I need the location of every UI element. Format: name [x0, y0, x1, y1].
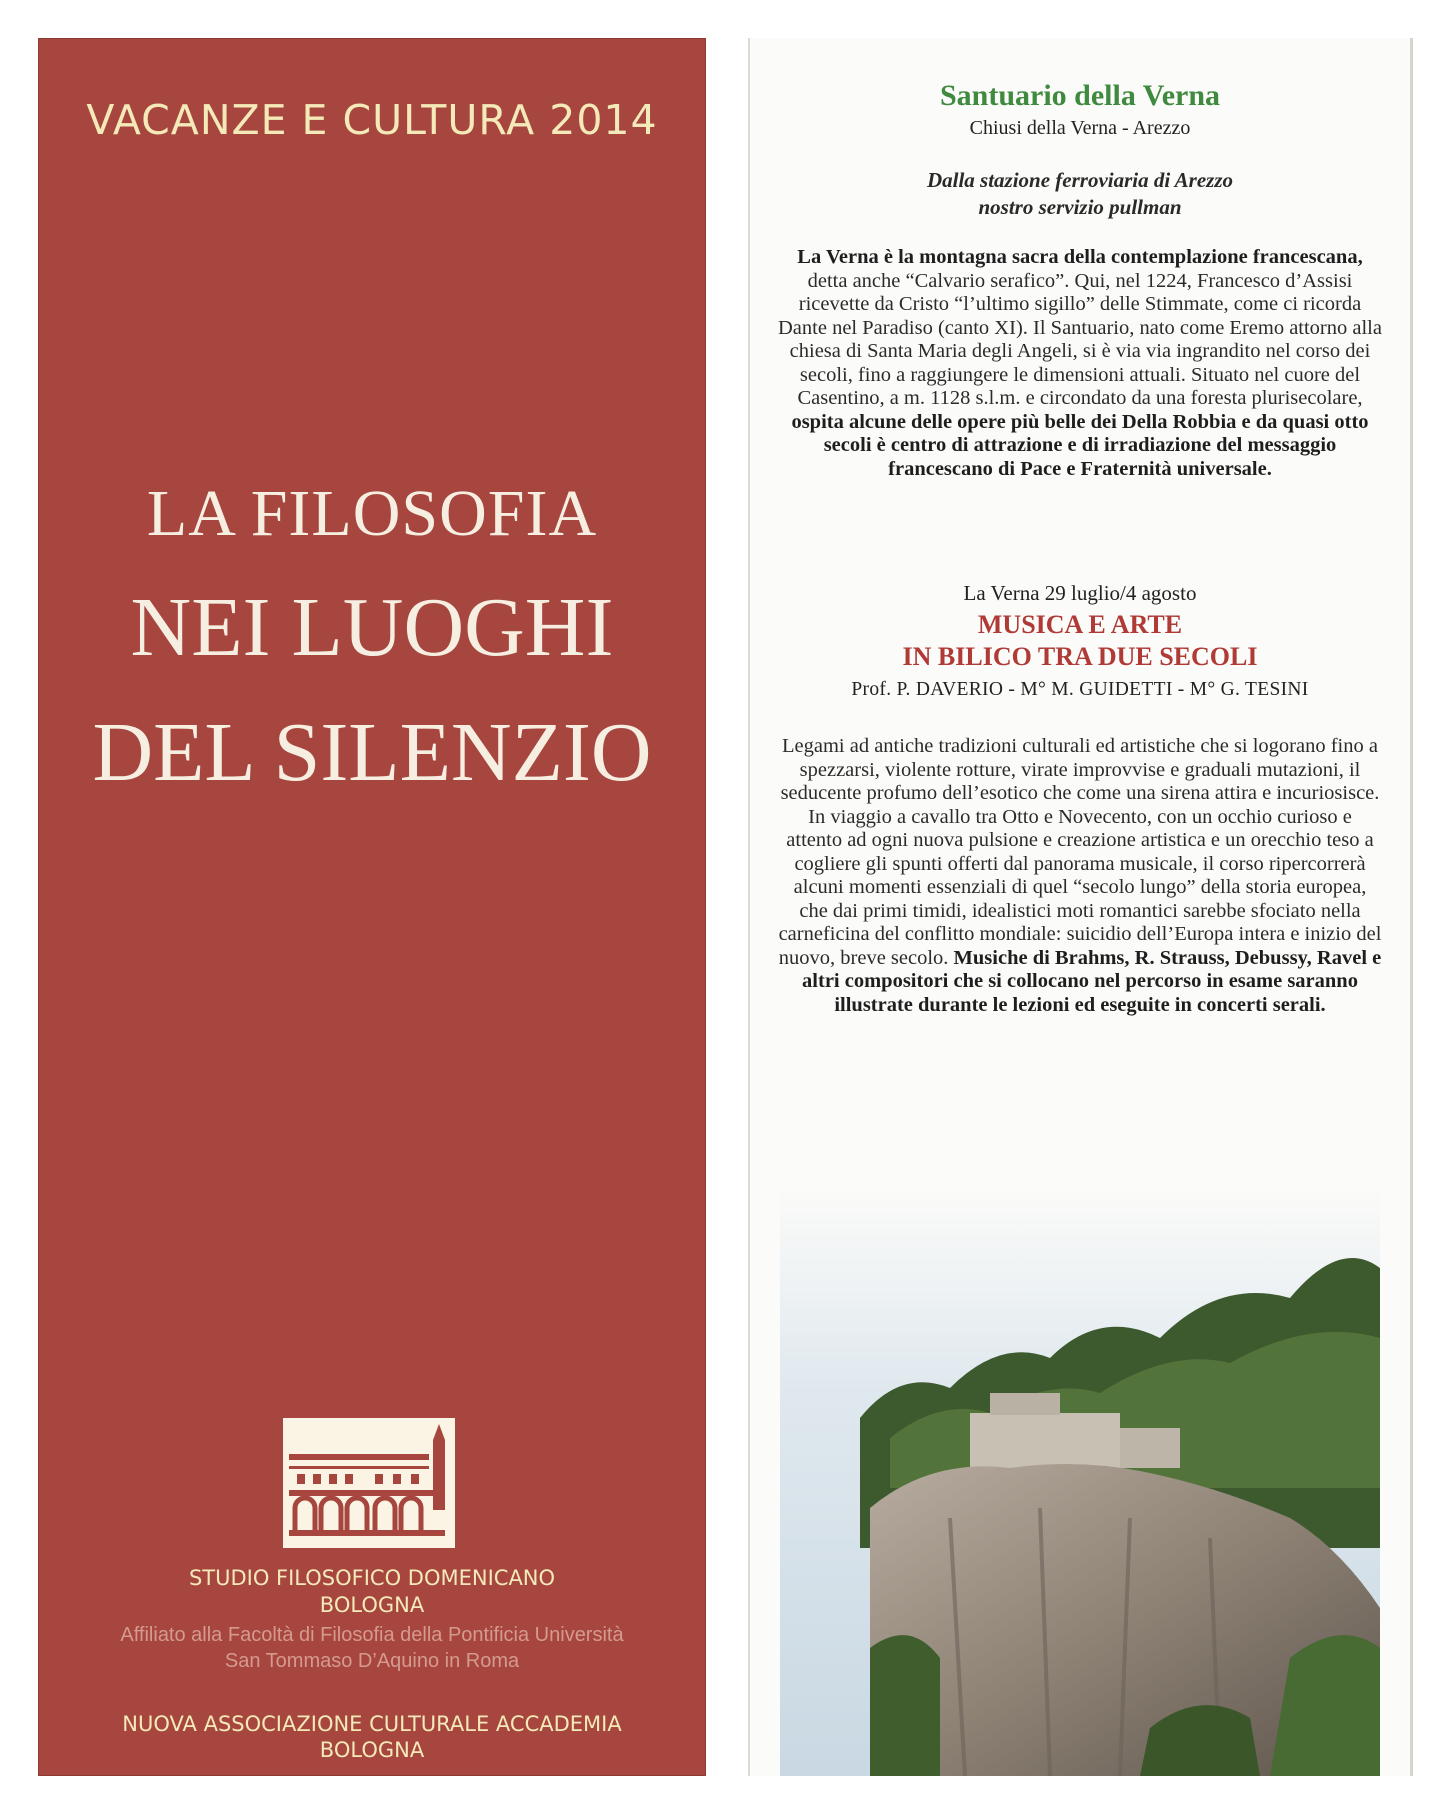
intro-bold-2: ospita alcune delle opere più belle dei Della Robbia e da quasi otto secoli è centro di attrazione e di irradiazione del messaggio francescano di Pace e Fraternità universale.: [791, 410, 1369, 480]
brochure-cover: [38, 38, 706, 1776]
intro-text: detta anche “Calvario serafico”. Qui, nel 1224, Francesco d’Assisi ricevette da Cristo “l’ultimo sigillo” delle Stimmate, come ci ricorda Dante nel Paradiso (canto XI). Il Santuario, nato come Eremo attorno alla chiesa di Santa Maria degli Angeli, si è via via ingrandito nel corso dei secoli, fino a raggiungere le dimensioni attuali. Situato nel cuore del Casentino, a m. 1128 s.l.m. e circondato da una foresta plurisecolare,: [778, 269, 1382, 409]
brochure-inner-page: [748, 38, 1413, 1776]
studio-logo: [283, 1418, 455, 1548]
cover-title-line-2: NEI LUOGHI: [130, 581, 614, 674]
course-description-text: Legami ad antiche tradizioni culturali ed artistiche che si logorano fino a spezzarsi, violente rotture, virate improvvise e graduali mutazioni, il seducente profumo dell’esotico che come una sirena attira e incuriosisce. In viaggio a cavallo tra Otto e Novecento, con un occhio curioso e attento ad ogni nuova pulsione e creazione artistica e un orecchio teso a cogliere gli spunti offerti dal panorama musicale, il corso ripercorrerà alcuni momenti essenziali di quel “secolo lungo” della storia europea, che dai primi timidi, idealistici moti romantici sarebbe sfociato nella carneficina del conflitto mondiale: suicidio dell’Europa intera e inizio del nuovo, breve secolo.: [778, 735, 1382, 969]
cover-title-line-1: LA FILOSOFIA: [146, 477, 598, 550]
association-name: NUOVA ASSOCIAZIONE CULTURALE ACCADEMIA: [122, 1712, 622, 1736]
intro-bold-1: La Verna è la montagna sacra della contemplazione francescana,: [797, 246, 1363, 268]
transport-line-1: Dalla stazione ferroviaria di Arezzo: [926, 168, 1234, 192]
sanctuary-description: [778, 246, 1382, 481]
course-date: La Verna 29 luglio/4 agosto: [963, 581, 1197, 605]
cover-title-line-3: DEL SILENZIO: [92, 706, 652, 799]
sanctuary-location: Chiusi della Verna - Arezzo: [969, 117, 1191, 139]
affiliation-line-2: San Tommaso D’Aquino in Roma: [224, 1650, 520, 1672]
studio-name: STUDIO FILOSOFICO DOMENICANO: [188, 1566, 556, 1590]
association-city: BOLOGNA: [319, 1738, 425, 1762]
studio-city: BOLOGNA: [319, 1593, 425, 1617]
affiliation-line-1: Affiliato alla Facoltà di Filosofia della Pontificia Università: [120, 1624, 624, 1646]
verna-sanctuary-photo: [750, 1188, 1410, 1776]
sanctuary-title: Santuario della Verna: [939, 79, 1221, 112]
course-title-line-2: IN BILICO TRA DUE SECOLI: [902, 642, 1258, 671]
cover-header: VACANZE E CULTURA 2014: [86, 96, 658, 144]
course-title-line-1: MUSICA E ARTE: [977, 610, 1183, 639]
course-description-bold: Musiche di Brahms, R. Strauss, Debussy, Ravel e altri compositori che si collocano nel percorso in esame saranno illustrate durante le lezioni ed eseguite in concerti serali.: [802, 946, 1382, 1016]
course-teachers: Prof. P. DAVERIO - M° M. GUIDETTI - M° G. TESINI: [851, 679, 1309, 700]
transport-line-2: nostro servizio pullman: [978, 195, 1182, 219]
course-description: [778, 735, 1382, 1017]
